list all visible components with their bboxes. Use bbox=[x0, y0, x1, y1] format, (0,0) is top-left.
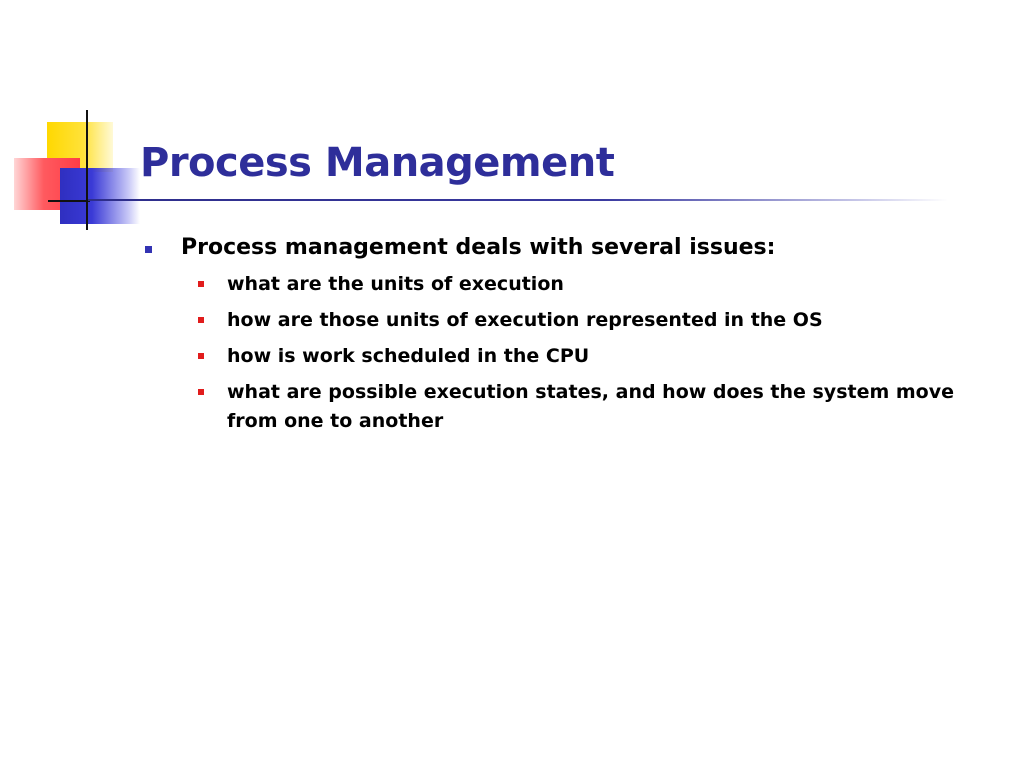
sub-bullet-list bbox=[187, 270, 1000, 436]
sub-bullet bbox=[187, 306, 1000, 335]
logo-blue-square bbox=[60, 168, 140, 224]
sub-bullet-marker bbox=[198, 389, 204, 395]
sub-bullet bbox=[187, 378, 1000, 436]
sub-bullet-text: how is work scheduled in the CPU bbox=[227, 345, 590, 367]
sub-bullet-marker bbox=[198, 281, 204, 287]
decorative-logo bbox=[0, 0, 150, 240]
sub-bullet-marker bbox=[198, 317, 204, 323]
logo-horizontal-line bbox=[48, 200, 90, 202]
sub-bullet-text: what are possible execution states, and how does the system move from one to another bbox=[227, 381, 955, 432]
sub-bullet-text: how are those units of execution represented in the OS bbox=[227, 309, 823, 331]
logo-vertical-line bbox=[86, 110, 88, 230]
title-underline bbox=[88, 199, 948, 201]
main-bullet-marker bbox=[145, 246, 152, 253]
main-bullet bbox=[140, 232, 1000, 264]
slide-title: Process Management bbox=[140, 140, 615, 186]
sub-bullet-text: what are the units of execution bbox=[227, 273, 564, 295]
sub-bullet bbox=[187, 270, 1000, 299]
bullet-list bbox=[140, 232, 1000, 443]
main-bullet-text: Process management deals with several issues: bbox=[181, 235, 776, 260]
sub-bullet bbox=[187, 342, 1000, 371]
sub-bullet-marker bbox=[198, 353, 204, 359]
